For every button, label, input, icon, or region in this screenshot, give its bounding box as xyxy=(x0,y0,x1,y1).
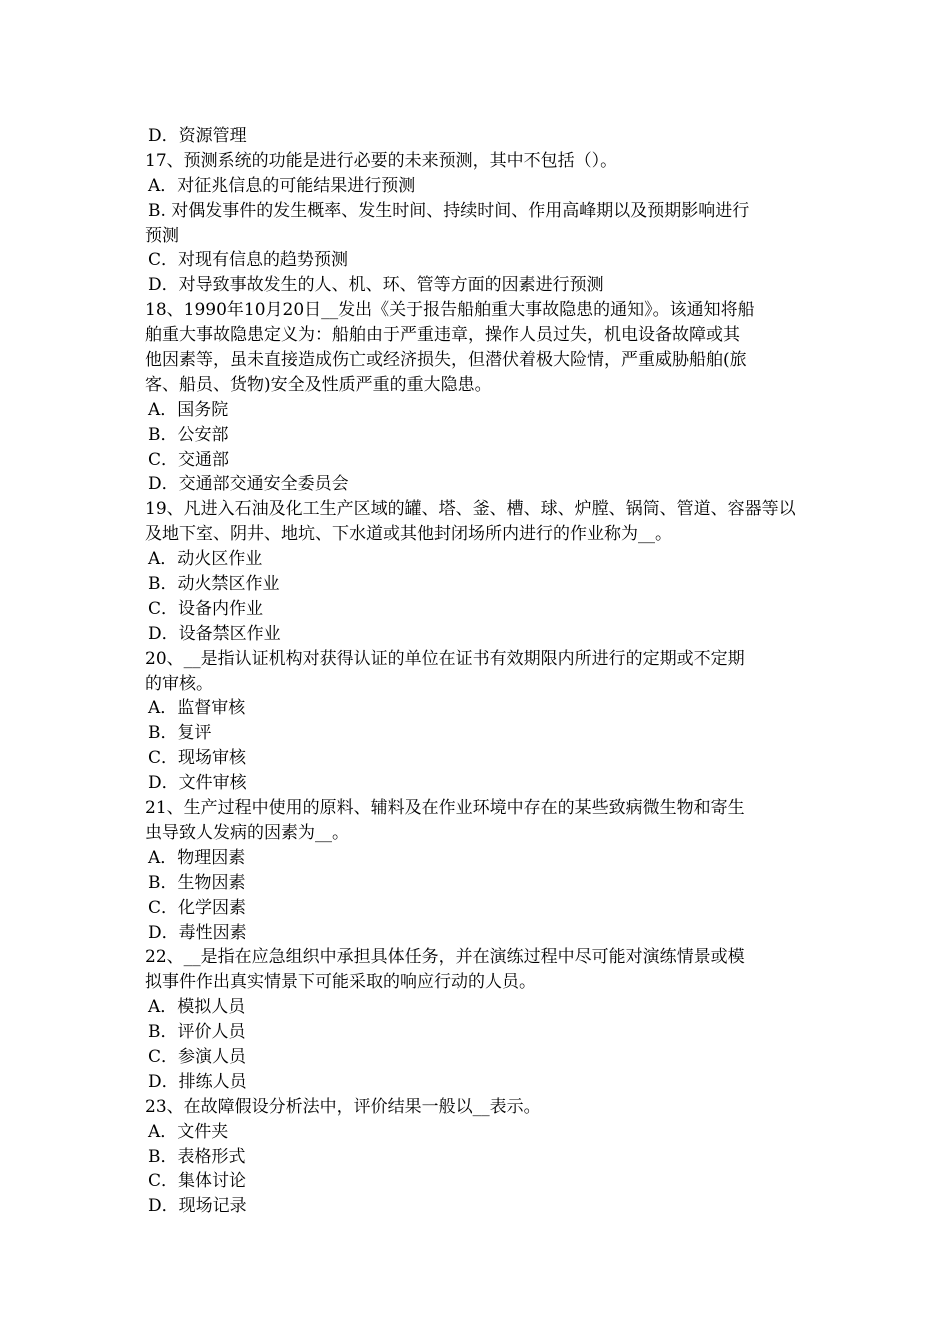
answer-option: C．对现有信息的趋势预测 xyxy=(148,250,349,271)
question-text: 的审核。 xyxy=(145,673,213,694)
answer-option: B．表格形式 xyxy=(148,1146,246,1167)
answer-option: A．物理因素 xyxy=(148,847,246,868)
answer-option: D．设备禁区作业 xyxy=(148,623,281,644)
answer-option: A．对征兆信息的可能结果进行预测 xyxy=(148,175,416,196)
answer-option: C．交通部 xyxy=(148,449,230,470)
question-text: 舶重大事故隐患定义为：船舶由于严重违章，操作人员过失，机电设备故障或其 xyxy=(145,325,740,346)
answer-option: B. 对偶发事件的发生概率、发生时间、持续时间、作用高峰期以及预期影响进行 xyxy=(148,200,750,221)
answer-option: A．国务院 xyxy=(148,399,229,420)
answer-option: D．资源管理 xyxy=(148,126,247,146)
question-text: 19、凡进入石油及化工生产区域的罐、塔、釜、槽、球、炉膛、锅筒、管道、容器等以 xyxy=(145,499,796,520)
answer-option: D．交通部交通安全委员会 xyxy=(148,474,349,495)
answer-option: A．动火区作业 xyxy=(148,549,263,570)
answer-option: D．对导致事故发生的人、机、环、管等方面的因素进行预测 xyxy=(148,275,604,296)
answer-option: B．复评 xyxy=(148,723,212,744)
question-text: 22、__是指在应急组织中承担具体任务，并在演练过程中尽可能对演练情景或模 xyxy=(145,947,745,968)
answer-option: A．监督审核 xyxy=(148,698,246,719)
question-text: 18、1990年10月20日__发出《关于报告船舶重大事故隐患的通知》。该通知将船 xyxy=(145,300,755,321)
answer-option: B．评价人员 xyxy=(148,1022,246,1043)
answer-option: D．文件审核 xyxy=(148,773,247,794)
question-text: 客、船员、货物)安全及性质严重的重大隐患。 xyxy=(145,374,492,395)
document-page xyxy=(145,124,810,1219)
question-text: 虫导致人发病的因素为__。 xyxy=(145,822,349,843)
answer-option: D．毒性因素 xyxy=(148,922,247,943)
question-text: 20、__是指认证机构对获得认证的单位在证书有效期限内所进行的定期或不定期 xyxy=(145,648,745,669)
answer-option: B．生物因素 xyxy=(148,872,246,893)
answer-option: D．排练人员 xyxy=(148,1071,247,1092)
answer-option: A．模拟人员 xyxy=(148,997,246,1018)
answer-option: C．参演人员 xyxy=(148,1046,247,1067)
answer-option: B．动火禁区作业 xyxy=(148,574,280,595)
question-text: 17、预测系统的功能是进行必要的未来预测，其中不包括（）。 xyxy=(145,150,618,171)
question-text: 23、在故障假设分析法中，评价结果一般以__表示。 xyxy=(145,1096,541,1117)
question-text: 他因素等，虽未直接造成伤亡或经济损失，但潜伏着极大险情，严重威胁船舶(旅 xyxy=(145,350,747,371)
answer-option: C．现场审核 xyxy=(148,748,247,769)
answer-option: D．现场记录 xyxy=(148,1196,247,1217)
answer-option: C．集体讨论 xyxy=(148,1171,247,1192)
question-text: 21、生产过程中使用的原料、辅料及在作业环境中存在的某些致病微生物和寄生 xyxy=(145,798,745,819)
question-text: 拟事件作出真实情景下可能采取的响应行动的人员。 xyxy=(145,972,536,993)
question-text: 及地下室、阴井、地坑、下水道或其他封闭场所内进行的作业称为__。 xyxy=(145,524,672,545)
answer-option: C．设备内作业 xyxy=(148,598,264,619)
answer-option: B．公安部 xyxy=(148,424,229,445)
answer-option: A．文件夹 xyxy=(148,1121,229,1142)
question-text: 预测 xyxy=(145,225,179,246)
answer-option: C．化学因素 xyxy=(148,897,247,918)
